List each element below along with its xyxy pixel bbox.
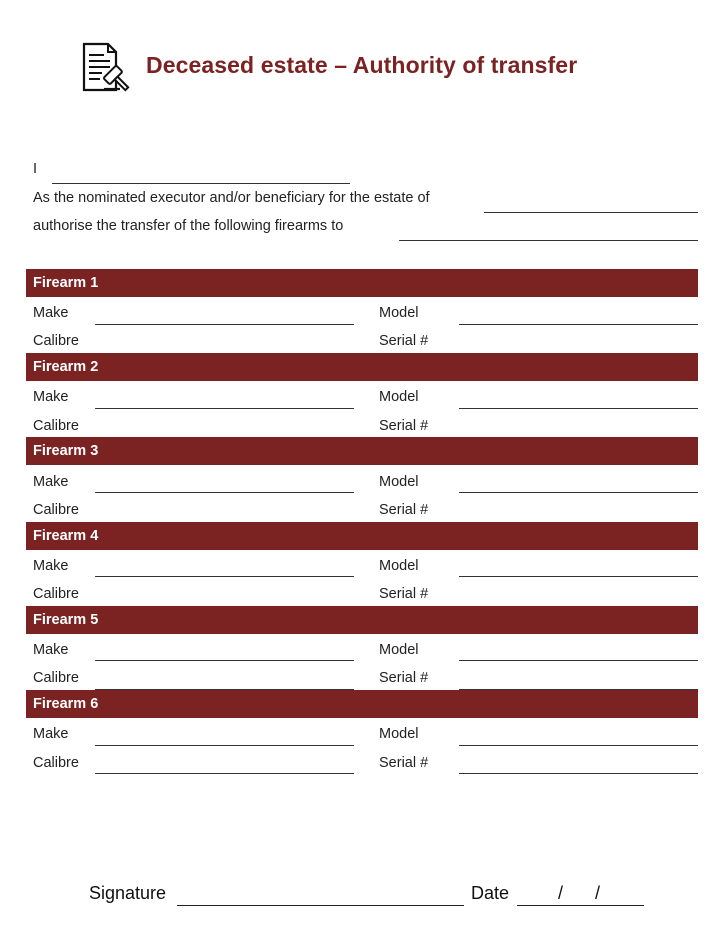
date-field[interactable] <box>517 905 644 906</box>
document-gavel-icon <box>80 42 134 94</box>
serial-label: Serial # <box>379 333 429 349</box>
firearm-header: Firearm 4 <box>26 522 698 550</box>
serial-label: Serial # <box>379 502 429 518</box>
serial-label: Serial # <box>379 670 429 686</box>
calibre-label: Calibre <box>33 502 79 518</box>
make-label: Make <box>33 642 69 658</box>
model-field[interactable] <box>459 408 698 409</box>
model-field[interactable] <box>459 745 698 746</box>
make-field[interactable] <box>95 660 354 661</box>
make-label: Make <box>33 474 69 490</box>
firearm-header: Firearm 6 <box>26 690 698 718</box>
serial-field[interactable] <box>459 773 698 774</box>
make-label: Make <box>33 726 69 742</box>
calibre-label: Calibre <box>33 586 79 602</box>
page-title: Deceased estate – Authority of transfer <box>146 52 578 78</box>
date-separator: / <box>595 883 601 903</box>
serial-label: Serial # <box>379 755 429 771</box>
estate-field[interactable] <box>484 212 698 213</box>
make-field[interactable] <box>95 576 354 577</box>
signature-label: Signature <box>89 883 167 903</box>
make-field[interactable] <box>95 492 354 493</box>
transfer-label: authorise the transfer of the following firearms to <box>33 218 344 234</box>
firearm-header: Firearm 1 <box>26 269 698 297</box>
firearm-header: Firearm 5 <box>26 606 698 634</box>
make-label: Make <box>33 389 69 405</box>
signature-field[interactable] <box>177 905 464 906</box>
calibre-field[interactable] <box>95 773 354 774</box>
model-field[interactable] <box>459 660 698 661</box>
calibre-label: Calibre <box>33 333 79 349</box>
make-field[interactable] <box>95 745 354 746</box>
model-label: Model <box>379 305 419 321</box>
model-label: Model <box>379 642 419 658</box>
make-label: Make <box>33 305 69 321</box>
model-label: Model <box>379 389 419 405</box>
model-field[interactable] <box>459 324 698 325</box>
model-label: Model <box>379 726 419 742</box>
calibre-label: Calibre <box>33 670 79 686</box>
serial-label: Serial # <box>379 586 429 602</box>
model-label: Model <box>379 474 419 490</box>
calibre-label: Calibre <box>33 755 79 771</box>
transferee-field[interactable] <box>399 240 698 241</box>
date-separator: / <box>558 883 564 903</box>
calibre-label: Calibre <box>33 418 79 434</box>
executor-label: As the nominated executor and/or beneficiary for the estate of <box>33 190 430 206</box>
firearm-header: Firearm 2 <box>26 353 698 381</box>
make-field[interactable] <box>95 324 354 325</box>
firearm-header: Firearm 3 <box>26 437 698 465</box>
model-field[interactable] <box>459 492 698 493</box>
serial-label: Serial # <box>379 418 429 434</box>
make-label: Make <box>33 558 69 574</box>
date-label: Date <box>471 883 510 903</box>
i-label: I <box>33 161 38 177</box>
model-field[interactable] <box>459 576 698 577</box>
name-field[interactable] <box>52 183 350 184</box>
model-label: Model <box>379 558 419 574</box>
make-field[interactable] <box>95 408 354 409</box>
